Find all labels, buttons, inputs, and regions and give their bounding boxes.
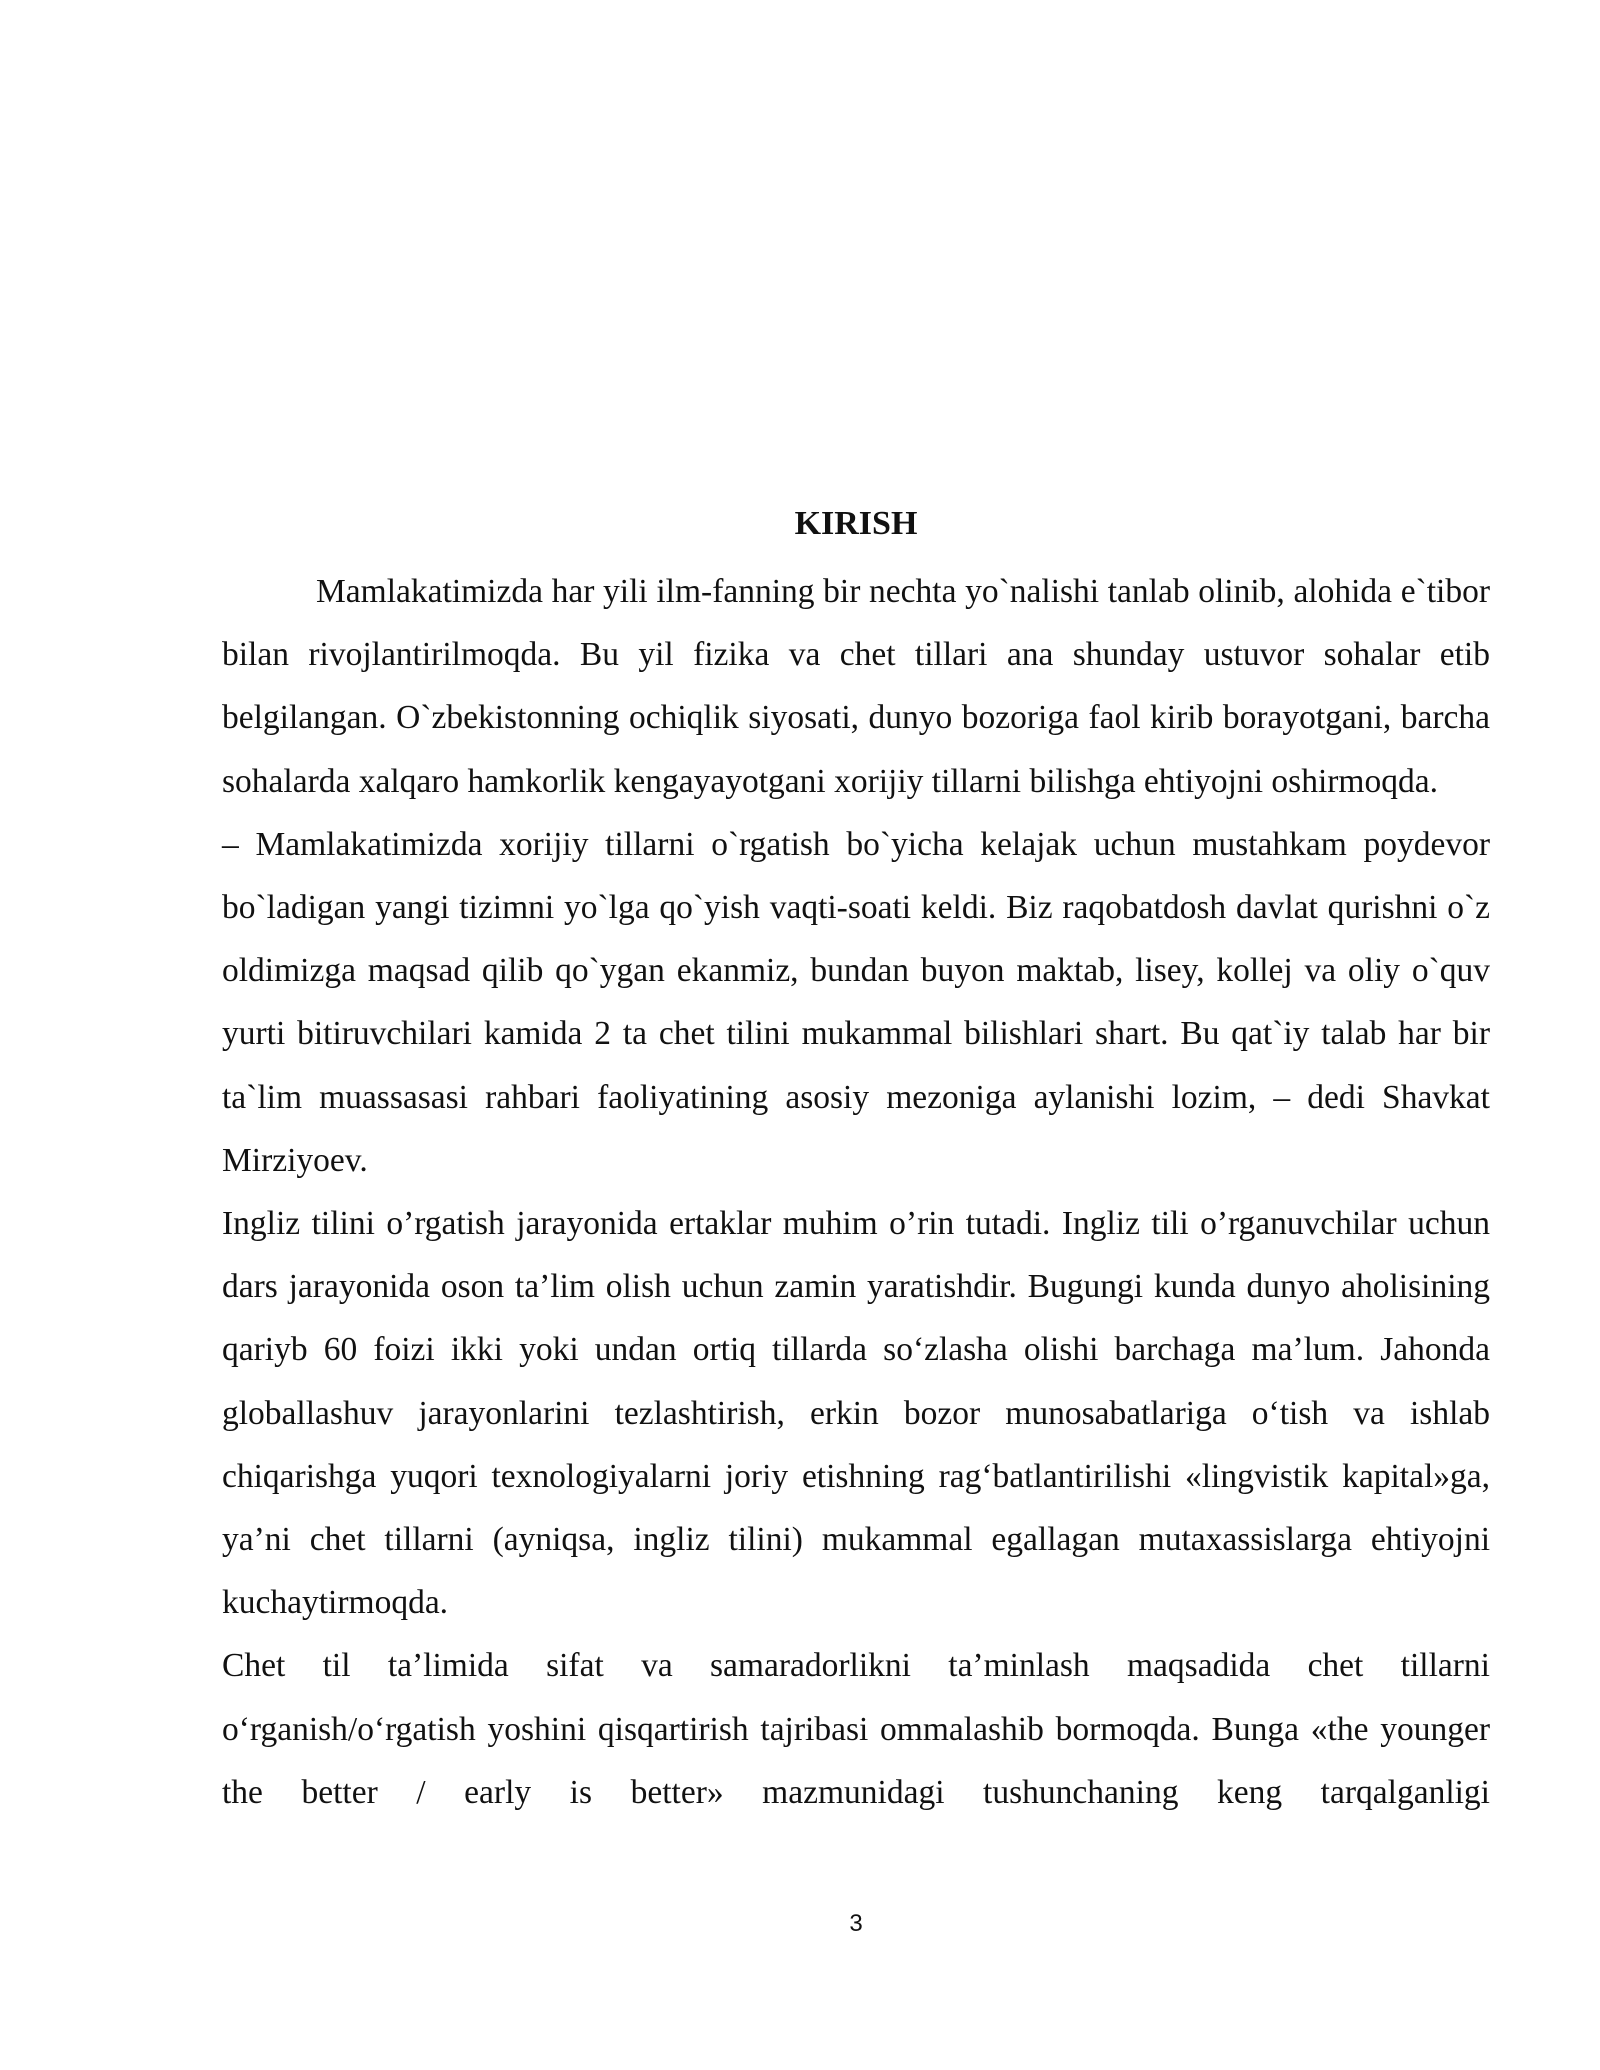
paragraph-1: Mamlakatimizda har yili ilm-fanning bir nechta yo`nalishi tanlab olinib, alohida e`tibor bilan rivojlantirilmoqda. Bu yil fizika va chet tillari ana shunday ustuvor sohalar etib belgilangan. O`zbekistonning ochiqlik siyosati, dunyo bozoriga faol kirib borayotgani, barcha sohalarda xalqaro hamkorlik kengayayotgani xorijiy tillarni bilishga ehtiyojni oshirmoqda. [222,573,1490,800]
paragraph-3: Ingliz tilini o’rgatish jarayonida ertaklar muhim o’rin tutadi. Ingliz tili o’rganuvchilar uchun dars jarayonida oson ta’lim olish uchun zamin yaratishdir. Bugungi kunda dunyo aholisining qariyb 60 foizi ikki yoki undan ortiq tillarda so‘zlasha olishi barchaga ma’lum. Jahonda globallashuv jarayonlarini tezlashtirish, erkin bozor munosabatlariga o‘tish va ishlab chiqarishga yuqori texnologiyalarni joriy etishning rag‘batlantirilishi «lingvistik kapital»ga, ya’ni chet tillarni (ayniqsa, ingliz tilini) mukammal egallagan mutaxassislarga ehtiyojni kuchaytirmoqda. [222,1205,1490,1622]
section-heading: KIRISH [794,505,918,542]
paragraph-4: Chet til ta’limida sifat va samaradorlikni ta’minlash maqsadida chet tillarni o‘rganish/o‘rgatish yoshini qisqartirish tajribasi ommalashib bormoqda. Bunga «the younger the better / early is better» mazmunidagi tushunchaning keng tarqalganligi [222,1647,1490,1811]
page-number: 3 [849,1910,863,1937]
paragraph-2: – Mamlakatimizda xorijiy tillarni o`rgatish bo`yicha kelajak uchun mustahkam poydevor bo`ladigan yangi tizimni yo`lga qo`yish vaqti-soati keldi. Biz raqobatdosh davlat qurishni o`z oldimizga maqsad qilib qo`ygan ekanmiz, bundan buyon maktab, lisey, kollej va oliy o`quv yurti bitiruvchilari kamida 2 ta chet tilini mukammal bilishlari shart. Bu qat`iy talab har bir ta`lim muassasasi rahbari faoliyatining asosiy mezoniga aylanishi lozim, – dedi Shavkat Mirziyoev. [222,825,1490,1179]
body-text [222,560,1490,1824]
